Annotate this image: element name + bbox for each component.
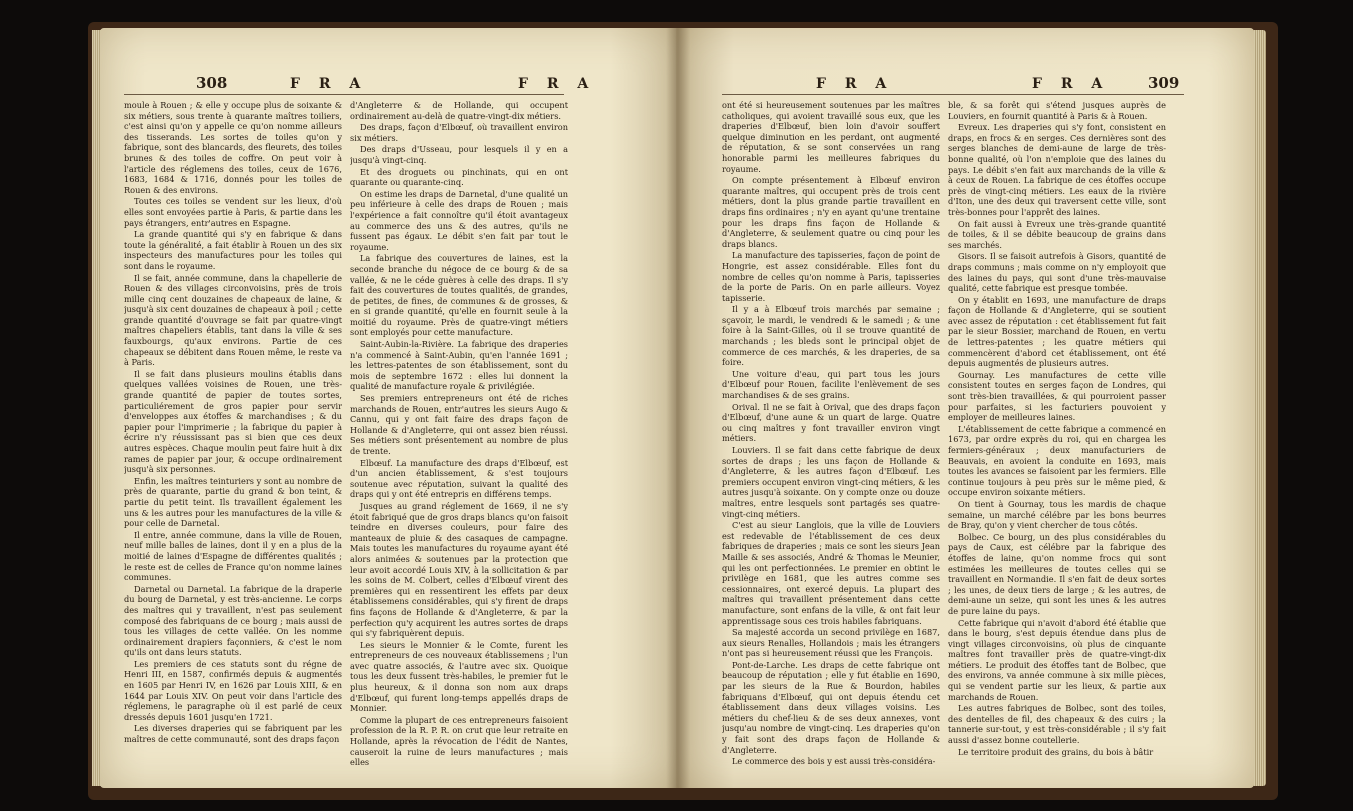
paragraph: Darnetal ou Darnetal. La fabrique de la draperie du bourg de Darnetal, y est très-ancienne. Le corps des maîtres qui y travaillent, n'est pas seulement composé des fabriquans de ce bourg ; mais aussi de tous les villages de cette vallée. On les nomme ordinairement drapiers façonniers, & c'est le nom qu'ils ont dans leurs statuts. (124, 583, 342, 658)
paragraph: Elbœuf. La manufacture des draps d'Elbœuf, est d'un ancien établissement, & s'est toujours soutenue avec réputation, suivant la qualité des draps qui y ont été entrepris en différens temps. (350, 457, 568, 500)
book-gutter (666, 28, 690, 788)
paragraph: Saint-Aubin-la-Rivière. La fabrique des draperies n'a commencé à Saint-Aubin, qu'en l'année 1691 ; les lettres-patentes de son établissement, sont du mois de septembre 1672 : elles lui donnent la qualité de manufacture royale & privilégiée. (350, 339, 568, 392)
paragraph: Comme la plupart de ces entrepreneurs faisoient profession de la R. P. R. on crut que leur retraite en Hollande, après la révocation de l'édit de Nantes, causeroit la ruine de leurs manufactures ; mais elles (350, 714, 568, 768)
running-head-right-1: F R A (816, 76, 894, 92)
paragraph: Gournay. Les manufactures de cette ville consistent toutes en serges façon de Londres, qui sont très-bien travaillées, & qui pourroient passer pour parfaites, si les facturiers pouvoient y employer de meilleures laines. (948, 369, 1166, 423)
paragraph: La fabrique des couvertures de laines, est la seconde branche du négoce de ce bourg & de sa vallée, & ne le céde guères à celle des draps. Il s'y fait des couvertures de toutes qualités, de grandes, de petites, de fines, de communes & de grosses, & en si grande quantité, qu'elle en fournit seule à la moitié du royaume. Près de quatre-vingt métiers sont employés pour cette manufacture. (350, 253, 568, 338)
right-column-1 (722, 100, 940, 788)
left-column-2 (350, 100, 568, 788)
paragraph: ont été si heureusement soutenues par les maîtres catholiques, qui avoient travaillé sous eux, que les draperies d'Elbœuf, bien loin d'avoir souffert quelque diminution en les perdant, ont augmenté de réputation, & se sont conservées un rang honorable parmi les meilleures fabriques du royaume. (722, 100, 940, 174)
paragraph: Les sieurs le Monnier & le Comte, furent les entrepreneurs de ces nouveaux établissemens ; l'un avec quatre associés, & l'autre avec six. Quoique tous les deux fussent très-habiles, le premier fut le plus heureux, & il donna son nom aux draps d'Elbœuf, qui furent long-temps appellés draps de Monnier. (350, 639, 568, 714)
paragraph: Des draps, façon d'Elbœuf, où travaillent environ six métiers. (350, 122, 568, 143)
page-number-left: 308 (196, 74, 228, 92)
paragraph: Des draps d'Usseau, pour lesquels il y en a jusqu'à vingt-cinq. (350, 144, 568, 165)
paragraph: Pont-de-Larche. Les draps de cette fabrique ont beaucoup de réputation ; elle y fut établie en 1690, par les sieurs de la Rue & Bourdon, habiles fabriquans d'Elbœuf, qui ont depuis étendu cet établissement dans deux villages voisins. Les métiers du chef-lieu & de ses deux annexes, vont jusqu'au nombre de vingt-cinq. Les draperies qu'on y fait sont des draps façon de Hollande & d'Angleterre. (722, 659, 940, 755)
paragraph: Bolbec. Ce bourg, un des plus considérables du pays de Caux, est célébre par la fabrique des étoffes de laine, qu'on nomme frocs qui sont estimées les meilleures de toutes celles qui se travaillent en Normandie. Il s'en fait de deux sortes ; les unes, de deux tiers de large ; & les autres, de demi-aune un seize, qui sont les unes & les autres de pure laine du pays. (948, 531, 1166, 616)
paragraph: Toutes ces toiles se vendent sur les lieux, d'où elles sont envoyées partie à Paris, & partie dans les pays étrangers, entr'autres en Espagne. (124, 196, 342, 228)
paragraph: Louviers. Il se fait dans cette fabrique de deux sortes de draps ; les uns façon de Hollande & d'Angleterre, & les autres façon d'Elbœuf. Les premiers occupent environ vingt-cinq métiers, & les autres jusqu'à soixante. On y compte onze ou douze maîtres, entre lesquels sont partagés ses quatre-vingt-cinq métiers. (722, 445, 940, 519)
paragraph: Orival. Il ne se fait à Orival, que des draps façon d'Elbœuf, d'une aune & un quart de large. Quatre ou cinq maîtres y font travailler environ vingt métiers. (722, 401, 940, 444)
left-page (100, 28, 680, 788)
running-head-right-2: F R A (1032, 76, 1110, 92)
paragraph: Ses premiers entrepreneurs ont été de riches marchands de Rouen, entr'autres les sieurs Augo & Cannu, qui y ont fait faire des draps façon de Hollande & d'Angleterre, qui ont assez bien réussi. Ses métiers sont présentement au nombre de plus de trente. (350, 393, 568, 456)
paragraph: L'établissement de cette fabrique a commencé en 1673, par ordre exprès du roi, qui en chargea les fermiers-généraux ; deux manufacturiers de Beauvais, en avoient la conduite en 1693, mais toutes les avances se faisoient par les fermiers. Elle continue toujours à peu près sur le même pied, & occupe environ soixante métiers. (948, 423, 1166, 498)
paragraph: Sa majesté accorda un second privilège en 1687, aux sieurs Renalles, Hollandois ; mais les étrangers n'ont pas si heureusement réussi que les François. (722, 627, 940, 659)
page-number-right: 309 (1148, 74, 1180, 92)
paragraph: Le territoire produit des grains, du bois à bâtir (958, 746, 1154, 757)
paragraph: On tient à Gournay, tous les mardis de chaque semaine, un marché célébre par les bons beurres de Bray, qu'on y vient chercher de tous côtés. (948, 498, 1166, 531)
paragraph: Cette fabrique qui n'avoit d'abord été établie que dans le bourg, s'est depuis étendue dans plus de vingt villages circonvoisins, où plus de cinquante maîtres font travailler près de quatre-vingt-dix métiers. Le produit des étoffes tant de Bolbec, que des environs, va année commune à six mille pièces, qui se vendent partie sur les lieux, & partie aux marchands de Rouen. (948, 617, 1166, 702)
paragraph: On estime les draps de Darnetal, d'une qualité un peu inférieure à celle des draps de Rouen ; mais l'expérience a fait connoître qu'il étoit avantageux au commerce des uns & des autres, qu'ils ne fussent pas égaux. Le débit s'en fait par tout le royaume. (350, 188, 568, 252)
paragraph: Il entre, année commune, dans la ville de Rouen, neuf mille balles de laines, dont il y en a plus de la moitié de laines d'Espagne de différentes qualités ; le reste est de celles de France qu'on nomme laines communes. (124, 529, 342, 583)
paragraph: Evreux. Les draperies qui s'y font, consistent en draps, en frocs & en serges. Ces dernières sont des serges blanches de demi-aune de large de très-bonne qualité, où l'on n'emploie que des laines du pays. Le débit s'en fait aux marchands de la ville & à ceux de Rouen. La fabrique de ces étoffes occupe près de vingt-cinq métiers. Les eaux de la rivière d'Iton, une des deux qui traversent cette ville, sont très-bonnes pour l'apprêt des laines. (948, 122, 1166, 217)
paragraph: Il se fait, année commune, dans la chapellerie de Rouen & des villages circonvoisins, près de trois mille cinq cent douzaines de chapeaux de laine, & jusqu'à six cent douzaines de chapeaux à poil ; cette grande quantité d'ouvrage se fait par quatre-vingt maîtres chapeliers établis, tant dans la ville & ses fauxbourgs, qu'aux environs. Partie de ces chapeaux se débitent dans Rouen même, le reste va à Paris. (124, 272, 342, 368)
running-head-left-2: F R A (518, 76, 596, 92)
paragraph: ble, & sa forêt qui s'étend jusques auprès de Louviers, en fournit quantité à Paris & à Rouen. (948, 100, 1166, 121)
paragraph: Et des droguets ou pinchinats, qui en ont quarante ou quarante-cinq. (350, 166, 568, 188)
paragraph: d'Angleterre & de Hollande, qui occupent ordinairement au-delà de quatre-vingt-dix métiers. (350, 100, 568, 121)
paragraph: Le commerce des bois y est aussi très-considéra- (732, 756, 936, 767)
paragraph: C'est au sieur Langlois, que la ville de Louviers est redevable de l'établissement de ces deux fabriques de draperies ; mais ce sont les sieurs Jean Maille & ses associés, André & Thomas le Meunier, qui les ont perfectionnées. Le premier en obtint le privilège en 1681, que les autres comme ses cessionnaires, ont exercé depuis. La plupart des maîtres qui travaillent présentement dans cette manufacture, sont enfans de la ville, & ont fait leur apprentissage sous ces trois habiles fabriquans. (722, 520, 940, 626)
left-column-1 (124, 100, 342, 788)
paragraph: On y établit en 1693, une manufacture de draps façon de Hollande & d'Angleterre, qui se soutient avec assez de réputation : cet établissement fut fait par le sieur Bossier, marchand de Rouen, en vertu de lettres-patentes ; les quatre métiers qui commencèrent d'abord cet établissement, ont été depuis augmentés de plusieurs autres. (948, 294, 1166, 369)
running-head-left-1: F R A (290, 76, 368, 92)
paragraph: Les diverses draperies qui se fabriquent par les maîtres de cette communauté, sont des draps façon (124, 723, 342, 745)
paragraph: Il se fait dans plusieurs moulins établis dans quelques vallées voisines de Rouen, une très-grande quantité de papier de toutes sortes, particuliérement de gros papier pour servir d'enveloppes aux étoffes & marchandises ; & du papier pour l'imprimerie ; la fabrique du papier à écrire n'y réussissant pas si bien que ces deux autres espèces. Chaque moulin peut faire huit à dix rames de papier par jour, & occupe ordinairement jusqu'à six personnes. (124, 368, 342, 475)
paragraph: Jusques au grand réglement de 1669, il ne s'y étoit fabriqué que de gros draps blancs qu'on faisoit teindre en diverses couleurs, pour faire des manteaux de pluie & des casaques de campagne. Mais toutes les manufactures du royaume ayant été alors animées & soutenues par la protection que leur avoit accordé Louis XIV, à la sollicitation & par les soins de M. Colbert, celles d'Elbœuf virent des premières qui en ressentirent les effets par deux établissemens considérables, qui s'y firent de draps fins façons de Hollande & d'Angleterre, & par la perfection qu'y acquirent les autres sortes de draps qui s'y fabriquèrent depuis. (350, 500, 568, 639)
right-page (676, 28, 1254, 788)
right-column-2 (948, 100, 1166, 788)
paragraph: On fait aussi à Evreux une très-grande quantité de toiles, & il se débite beaucoup de grains dans ses marchés. (948, 218, 1166, 250)
paragraph: La grande quantité qui s'y en fabrique & dans toute la généralité, a fait établir à Rouen un des six inspecteurs des manufactures pour les toiles qui sont dans le royaume. (124, 229, 342, 271)
paragraph: Les premiers de ces statuts sont du régne de Henri III, en 1587, confirmés depuis & augmentés en 1605 par Henri IV, en 1626 par Louis XIII, & en 1644 par Louis XIV. On peut voir dans l'article des réglemens, le paragraphe où il est parlé de ceux dressés depuis 1601 jusqu'en 1721. (124, 658, 342, 722)
paragraph: moule à Rouen ; & elle y occupe plus de soixante & six métiers, sous trente à quarante maîtres toiliers, c'est ainsi qu'on y appelle ce qu'on nomme ailleurs des tisserands. Les sortes de toiles qu'on y fabrique, sont des blancards, des fleurets, des toiles brunes & des toiles de coffre. On peut voir à l'article des réglemens des toiles, ceux de 1676, 1683, 1684 & 1716, donnés pour les toiles de Rouen & des environs. (124, 100, 342, 195)
header-rule-left (124, 94, 564, 95)
paragraph: Une voiture d'eau, qui part tous les jours d'Elbœuf pour Rouen, facilite l'enlèvement de ses marchandises & de ses grains. (722, 368, 940, 401)
paragraph: La manufacture des tapisseries, façon de point de Hongrie, est assez considérable. Elles font du nombre de celles qu'on nomme à Paris, tapisseries de la porte de Paris. On en parle ailleurs. Voyez tapisserie. (722, 250, 940, 303)
paragraph: Enfin, les maîtres teinturiers y sont au nombre de près de quarante, partie du grand & bon teint, & partie du petit teint. Ils travaillent également les uns & les autres pour les manufactures de la ville & pour celle de Darnetal. (124, 475, 342, 529)
paragraph: Gisors. Il se faisoit autrefois à Gisors, quantité de draps communs ; mais comme on n'y employoit que des laines du pays, qui sont d'une très-mauvaise qualité, cette fabrique est presque tombée. (948, 251, 1166, 294)
paragraph: On compte présentement à Elbœuf environ quarante maîtres, qui occupent près de trois cent métiers, dont la plus grande partie travaillent en draps fins ordinaires ; n'y en ayant qu'une trentaine pour les draps fins façon de Hollande & d'Angleterre, & seulement quatre ou cinq pour les draps blancs. (722, 175, 940, 249)
paragraph: Il y a à Elbœuf trois marchés par semaine ; sçavoir, le mardi, le vendredi & le samedi ; & une foire à la Saint-Gilles, où il se trouve quantité de marchands ; les bleds sont le principal objet de commerce de ces marchés, & les draperies, de sa foire. (722, 304, 940, 368)
page-edges-right (1252, 30, 1266, 786)
paragraph: Les autres fabriques de Bolbec, sont des toiles, des dentelles de fil, des chapeaux & des cuirs ; la tannerie sur-tout, y est très-considérable ; il s'y fait aussi d'assez bonne coutellerie. (948, 703, 1166, 746)
header-rule-right (722, 94, 1184, 95)
